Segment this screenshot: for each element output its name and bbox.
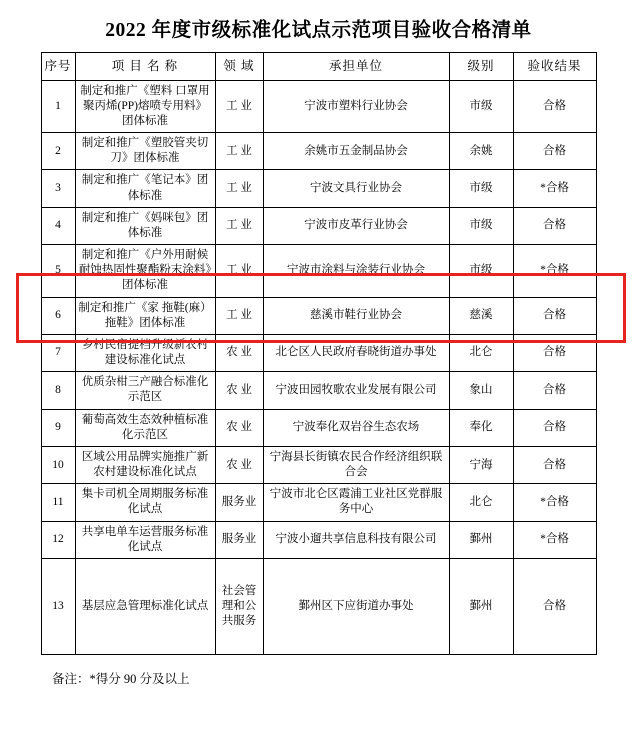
cell-field: 工 业 <box>215 245 263 298</box>
cell-field: 工 业 <box>215 133 263 170</box>
cell-name: 优质杂柑三产融合标准化示范区 <box>75 372 215 409</box>
table-row <box>41 446 596 483</box>
cell-field: 工 业 <box>215 170 263 207</box>
table-row <box>41 521 596 558</box>
cell-level: 鄞州 <box>449 558 513 654</box>
cell-field: 农 业 <box>215 409 263 446</box>
cell-name: 葡萄高效生态效种植标准化示范区 <box>75 409 215 446</box>
cell-level: 宁海 <box>449 446 513 483</box>
cell-name: 集卡司机全周期服务标准化试点 <box>75 484 215 521</box>
cell-no: 8 <box>41 372 75 409</box>
cell-result: 合格 <box>513 207 596 244</box>
table-row <box>41 372 596 409</box>
document-page <box>0 14 637 751</box>
cell-unit: 宁波奉化双岩谷生态农场 <box>263 409 449 446</box>
cell-unit: 鄞州区下应街道办事处 <box>263 558 449 654</box>
cell-unit: 宁波市北仑区霞浦工业社区党群服务中心 <box>263 484 449 521</box>
cell-level: 奉化 <box>449 409 513 446</box>
cell-no: 12 <box>41 521 75 558</box>
cell-level: 象山 <box>449 372 513 409</box>
cell-unit: 宁海县长街镇农民合作经济组织联合会 <box>263 446 449 483</box>
cell-unit: 宁波文具行业协会 <box>263 170 449 207</box>
table-row <box>41 409 596 446</box>
cell-name: 制定和推广《塑胶管夹切刀》团体标准 <box>75 133 215 170</box>
cell-field: 服务业 <box>215 484 263 521</box>
cell-unit: 慈溪市鞋行业协会 <box>263 297 449 334</box>
cell-unit: 宁波市塑料行业协会 <box>263 80 449 133</box>
cell-name: 制定和推广《户外用耐候耐蚀热固性聚酯粉末涂料》团体标准 <box>75 245 215 298</box>
cell-field: 服务业 <box>215 521 263 558</box>
cell-no: 5 <box>41 245 75 298</box>
cell-unit: 宁波田园牧歌农业发展有限公司 <box>263 372 449 409</box>
cell-name: 基层应急管理标准化试点 <box>75 558 215 654</box>
column-header-field: 领 域 <box>215 53 263 81</box>
cell-level: 鄞州 <box>449 521 513 558</box>
cell-name: 共享电单车运营服务标准化试点 <box>75 521 215 558</box>
cell-no: 11 <box>41 484 75 521</box>
cell-unit: 余姚市五金制品协会 <box>263 133 449 170</box>
table-row <box>41 558 596 654</box>
table-row <box>41 133 596 170</box>
cell-result: 合格 <box>513 334 596 371</box>
cell-no: 7 <box>41 334 75 371</box>
column-header-unit: 承担单位 <box>263 53 449 81</box>
cell-unit: 宁波小遛共享信息科技有限公司 <box>263 521 449 558</box>
cell-level: 余姚 <box>449 133 513 170</box>
cell-result: 合格 <box>513 409 596 446</box>
cell-field: 工 业 <box>215 80 263 133</box>
cell-field: 农 业 <box>215 372 263 409</box>
cell-name: 制定和推广《塑料 口罩用聚丙烯(PP)熔喷专用料》团体标准 <box>75 80 215 133</box>
cell-result: *合格 <box>513 521 596 558</box>
cell-no: 6 <box>41 297 75 334</box>
table-row-highlighted <box>41 245 596 298</box>
table-body <box>41 80 596 654</box>
cell-unit: 宁波市涂料与涂装行业协会 <box>263 245 449 298</box>
cell-level: 市级 <box>449 170 513 207</box>
cell-name: 制定和推广《笔记本》团体标准 <box>75 170 215 207</box>
page-title: 2022 年度市级标准化试点示范项目验收合格清单 <box>105 20 532 41</box>
cell-no: 9 <box>41 409 75 446</box>
cell-name: 乡村民宿提档升级新农村建设标准化试点 <box>75 334 215 371</box>
cell-result: 合格 <box>513 558 596 654</box>
cell-unit: 宁波市皮革行业协会 <box>263 207 449 244</box>
cell-field: 工 业 <box>215 297 263 334</box>
cell-level: 慈溪 <box>449 297 513 334</box>
cell-level: 北仑 <box>449 484 513 521</box>
column-header-result: 验收结果 <box>513 53 596 81</box>
column-header-no: 序号 <box>41 53 75 81</box>
cell-result: 合格 <box>513 446 596 483</box>
cell-field: 农 业 <box>215 446 263 483</box>
cell-unit: 北仑区人民政府春晓街道办事处 <box>263 334 449 371</box>
cell-field: 社会管理和公共服务 <box>215 558 263 654</box>
table-row <box>41 170 596 207</box>
table-row <box>41 297 596 334</box>
cell-no: 3 <box>41 170 75 207</box>
cell-result: *合格 <box>513 245 596 298</box>
table-header <box>41 53 596 81</box>
cell-no: 13 <box>41 558 75 654</box>
cell-name: 制定和推广《妈咪包》团体标准 <box>75 207 215 244</box>
footnote: 备注：*得分 90 分及以上 <box>52 671 190 686</box>
cell-level: 北仑 <box>449 334 513 371</box>
cell-result: 合格 <box>513 80 596 133</box>
cell-result: 合格 <box>513 372 596 409</box>
cell-field: 工 业 <box>215 207 263 244</box>
table-row <box>41 334 596 371</box>
cell-result: 合格 <box>513 133 596 170</box>
cell-no: 4 <box>41 207 75 244</box>
cell-level: 市级 <box>449 245 513 298</box>
cell-name: 区域公用品牌实施推广新农村建设标准化试点 <box>75 446 215 483</box>
cell-result: 合格 <box>513 297 596 334</box>
cell-result: *合格 <box>513 484 596 521</box>
cell-no: 2 <box>41 133 75 170</box>
cell-field: 农 业 <box>215 334 263 371</box>
cell-level: 市级 <box>449 207 513 244</box>
table-header-row <box>41 53 596 81</box>
column-header-name: 项 目 名 称 <box>75 53 215 81</box>
cell-name: 制定和推广《家 拖鞋(麻）拖鞋》团体标准 <box>75 297 215 334</box>
column-header-level: 级别 <box>449 53 513 81</box>
cell-no: 10 <box>41 446 75 483</box>
cell-no: 1 <box>41 80 75 133</box>
cell-level: 市级 <box>449 80 513 133</box>
table-row <box>41 207 596 244</box>
compliance-list-table <box>41 52 597 655</box>
table-row <box>41 80 596 133</box>
cell-result: *合格 <box>513 170 596 207</box>
table-row <box>41 484 596 521</box>
